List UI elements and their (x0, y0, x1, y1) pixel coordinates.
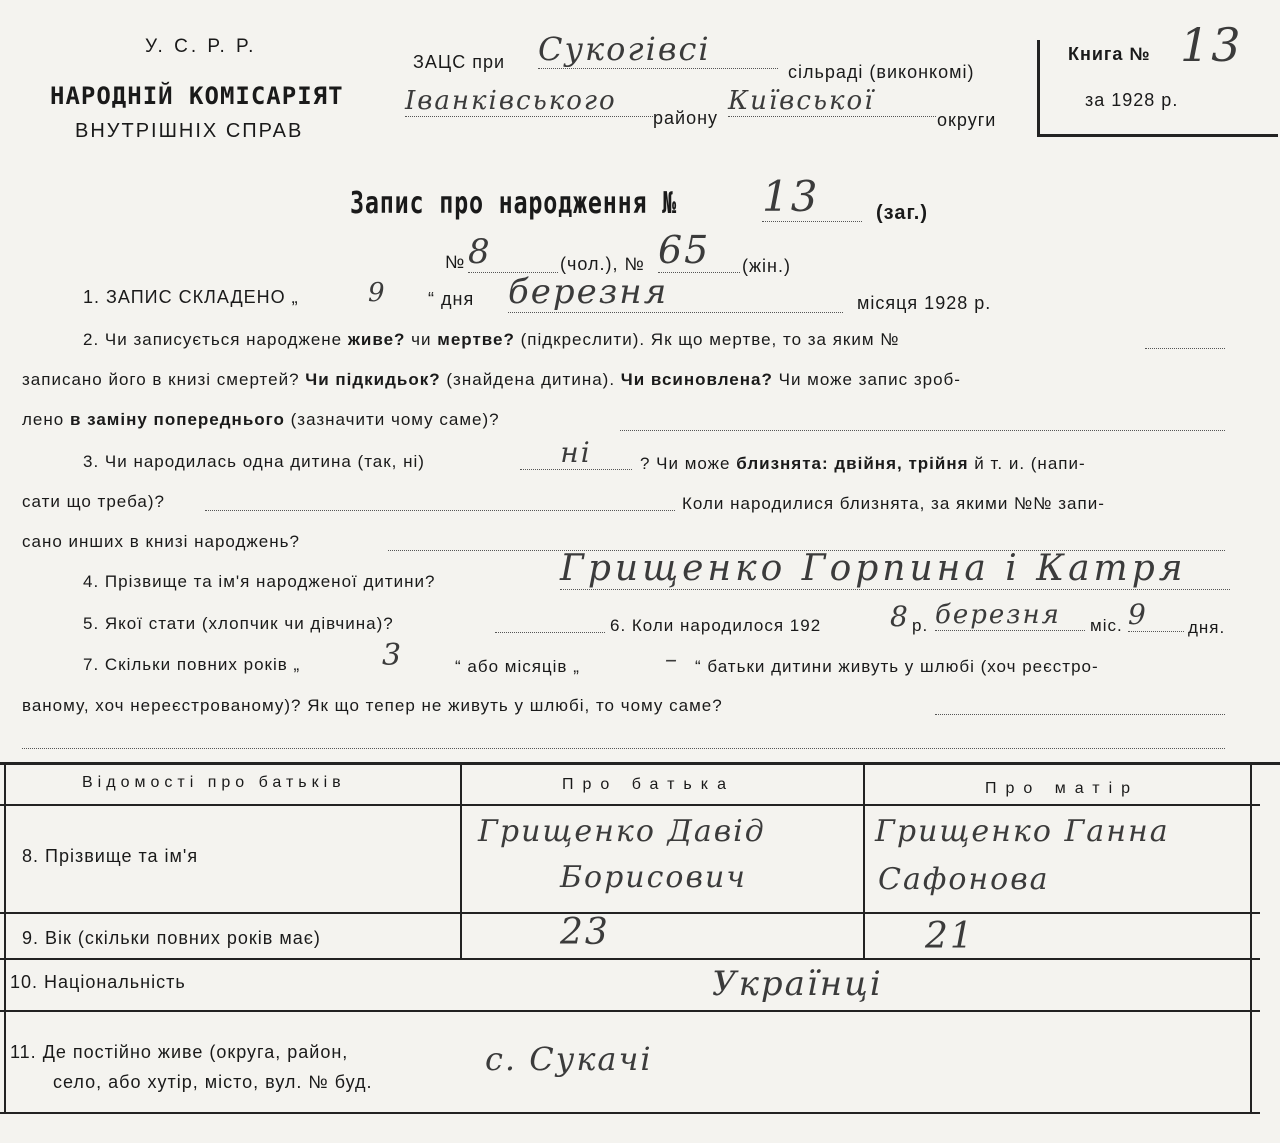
q1-label: 1. ЗАПИС СКЛАДЕНО „ (83, 287, 299, 307)
q1-day-handwritten: 9 (368, 278, 387, 308)
row11-handwritten: с. Сукачі (485, 1040, 653, 1078)
district-label: району (653, 108, 719, 128)
q7-line2: ваному, хоч нереєстрованому)? Як що тепер не живуть у шлюбі, то чому саме? (22, 696, 723, 715)
q2-replace: в заміну попереднього (69, 410, 285, 429)
q7-fill-line (935, 714, 1225, 715)
book-year: за 1928 р. (1085, 90, 1179, 110)
table-col-divider-1 (460, 764, 462, 960)
q7-label-c: “ батьки дитини живуть у шлюбі (хоч реєстро- (695, 657, 1099, 676)
male-number-suffix: (чол.), № (560, 254, 645, 274)
male-number-prefix: № (445, 252, 466, 272)
village-handwritten: Сукогівсі (538, 30, 778, 69)
q6-day-handwritten: 9 (1128, 598, 1184, 632)
row8-mother-handwritten-2: Сафонова (878, 862, 1050, 897)
book-label: Книга № (1068, 44, 1151, 64)
table-left-border (4, 762, 6, 1112)
q1-month-handwritten: березня (508, 272, 843, 313)
row8-label: 8. Прізвище та ім'я (22, 846, 199, 866)
q2-line3 (22, 410, 500, 430)
q2-text-a: 2. Чи записується народжене (83, 330, 343, 349)
q3-two: двійня, (834, 454, 903, 473)
q7-years-handwritten: 3 (382, 638, 404, 673)
q1-end: місяця 1928 р. (857, 293, 992, 313)
record-number-handwritten: 13 (762, 172, 862, 222)
q2-alive: живе? (347, 330, 406, 349)
q3-line2b: Коли народилися близнята, за якими №№ запи- (682, 494, 1105, 513)
row9-label: 9. Вік (скільки повних років має) (22, 928, 321, 948)
q3-line1b (640, 454, 1086, 474)
q3-three: трійня (908, 454, 969, 473)
row9-mother-handwritten: 21 (925, 916, 975, 957)
q2-or: чи (411, 330, 432, 349)
district-handwritten: Іванківського (405, 86, 653, 117)
table-col3-header: Про матір (985, 780, 1140, 797)
q3-fill-line (205, 510, 675, 511)
record-title: Запис про народження № (350, 186, 678, 221)
table-row8-border (0, 912, 1260, 914)
republic-name: У. С. Р. Р. (145, 36, 257, 57)
table-col2-header: Про батька (562, 776, 735, 793)
table-bottom-border (0, 1112, 1260, 1114)
q2-adopted: Чи всиновлена? (620, 370, 773, 389)
row11-label-1: 11. Де постійно живе (округа, район, (10, 1042, 349, 1062)
q6-mis: міс. (1090, 616, 1123, 635)
q2-text-g: (зазначити чому саме)? (290, 410, 500, 429)
q3-label-a: 3. Чи народилась одна дитина (так, ні) (83, 452, 425, 471)
okrug-label: округи (937, 110, 997, 130)
table-row9-border (0, 958, 1260, 960)
q2-fill-line-2 (620, 430, 1225, 431)
q4-answer-handwritten: Грищенко Горпина і Катря (560, 548, 1230, 590)
row8-father-handwritten: Грищенко Давід (478, 814, 766, 849)
q6-r: р. (912, 616, 929, 635)
q7-months-handwritten: – (665, 645, 679, 673)
q3-answer-handwritten: ні (520, 436, 632, 470)
q5-fill-line (495, 632, 605, 633)
table-header-border (0, 804, 1260, 806)
q5-label: 5. Якої стати (хлопчик чи дівчина)? (83, 614, 394, 633)
table-col-divider-2 (863, 764, 865, 960)
row10-handwritten: Українці (712, 964, 883, 1004)
book-number-handwritten: 13 (1180, 18, 1243, 72)
row8-father-handwritten-2: Борисович (560, 860, 747, 895)
q2-text-f: лено (22, 410, 65, 429)
table-right-border (1250, 764, 1252, 1112)
table-top-border (0, 762, 1280, 765)
q3-text-c: й т. и. (напи- (974, 454, 1086, 473)
q6-label: 6. Коли народилося 192 (610, 616, 822, 635)
female-number-suffix: (жін.) (742, 256, 791, 276)
row11-label-2: село, або хутір, місто, вул. № буд. (53, 1072, 373, 1092)
q2-text-d: (знайдена дитина). (446, 370, 616, 389)
table-row10-border (0, 1010, 1260, 1012)
okrug-handwritten: Київської (728, 86, 936, 117)
female-number-handwritten: 65 (658, 228, 740, 273)
male-number-handwritten: 8 (468, 232, 558, 273)
department-name: ВНУТРІШНІХ СПРАВ (75, 120, 304, 142)
q7-fill-line-2 (22, 748, 1225, 749)
q7-label-b: “ або місяців „ (455, 657, 580, 676)
q2-fill-line (1145, 348, 1225, 349)
q2-foundling: Чи підкидьок? (305, 370, 441, 389)
q2-text-c: записано його в книзі смертей? (22, 370, 300, 389)
q3-line3: сано инших в книзі народжень? (22, 532, 300, 551)
q2-line1 (83, 330, 900, 350)
table-col1-header: Відомості про батьків (82, 774, 346, 791)
q2-text-b: (підкреслити). Як що мертве, то за яким № (520, 330, 900, 349)
q3-line2a: сати що треба)? (22, 492, 165, 511)
q3-text-b: ? Чи може (640, 454, 731, 473)
council-label: сільраді (виконкомі) (788, 62, 975, 82)
q2-dead: мертве? (437, 330, 515, 349)
q2-text-e: Чи може запис зроб- (778, 370, 961, 389)
q4-label: 4. Прізвище та ім'я народженої дитини? (83, 572, 436, 591)
record-number-suffix: (заг.) (876, 202, 929, 224)
q6-month-handwritten: березня (935, 600, 1085, 631)
q6-year-handwritten: 8 (890, 600, 910, 633)
commissariat-name: НАРОДНІЙ КОМІСАРІЯТ (50, 82, 344, 110)
row9-father-handwritten: 23 (560, 912, 610, 953)
q6-dnia: дня. (1188, 618, 1226, 637)
q2-line2 (22, 370, 961, 390)
row8-mother-handwritten: Грищенко Ганна (875, 814, 1170, 849)
zags-prefix: ЗАЦС при (413, 52, 506, 72)
q1-mid: “ дня (428, 289, 475, 309)
q7-label-a: 7. Скільки повних років „ (83, 655, 301, 674)
row10-label: 10. Національність (10, 972, 186, 992)
q3-twins: близнята: (736, 454, 829, 473)
